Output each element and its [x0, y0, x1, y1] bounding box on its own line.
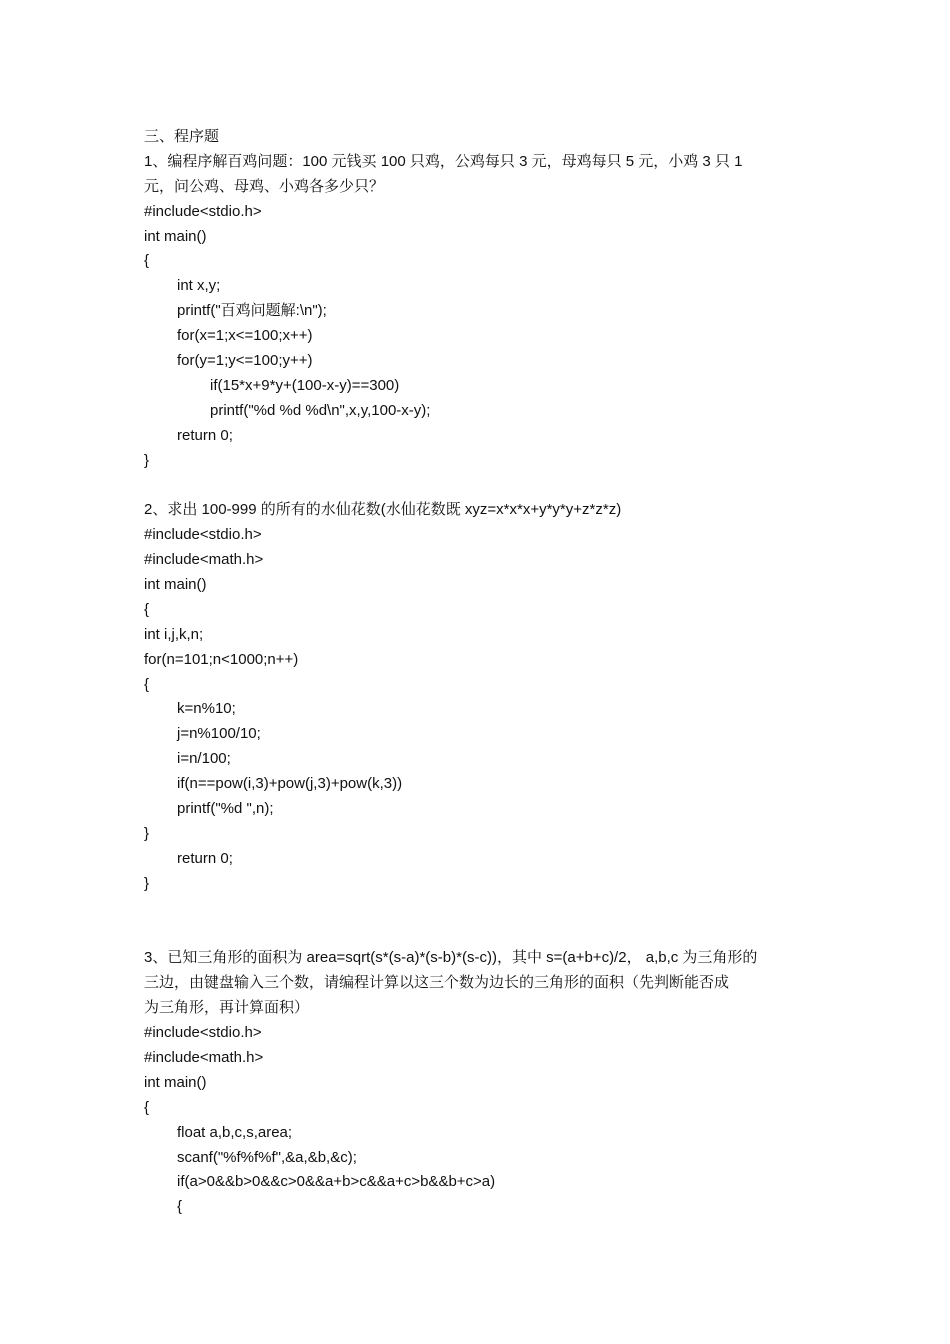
q1-question-line-2: 元，问公鸡、母鸡、小鸡各多少只？: [144, 177, 385, 195]
code-line: int main(): [144, 227, 207, 245]
code-line: {: [144, 252, 150, 270]
code-line: for(y=1;y<=100;y++): [177, 352, 313, 370]
spacer: [144, 473, 808, 498]
document-content: [144, 125, 808, 1220]
code-line: k=n%10;: [177, 700, 236, 718]
q3-code-block: [144, 1021, 808, 1220]
q3-question-line-1: 3、已知三角形的面积为 area=sqrt(s*(s-a)*(s-b)*(s-c))，其中 s=(a+b+c)/2， a,b,c 为三角形的: [144, 949, 758, 967]
code-line: int x,y;: [177, 277, 221, 295]
code-line: }: [144, 874, 150, 892]
code-line: {: [144, 600, 150, 618]
code-line: if(a>0&&b>0&&c>0&&a+b>c&&a+c>b&&b+c>a): [177, 1173, 496, 1191]
code-line: int main(): [144, 1073, 207, 1091]
code-line: int i,j,k,n;: [144, 625, 204, 643]
spacer: [144, 922, 808, 947]
code-line: return 0;: [177, 849, 233, 867]
q1-question-line-1: 1、编程序解百鸡问题：100 元钱买 100 只鸡，公鸡每只 3 元，母鸡每只 5 元，小鸡 3 只 1: [144, 152, 743, 170]
code-line: {: [177, 1198, 183, 1216]
code-line: printf("百鸡问题解:\n");: [177, 302, 327, 320]
code-line: scanf("%f%f%f",&a,&b,&c);: [177, 1148, 357, 1166]
code-line: i=n/100;: [177, 750, 231, 768]
q3-question-line-3: 为三角形，再计算面积）: [144, 999, 310, 1017]
code-line: for(x=1;x<=100;x++): [177, 327, 313, 345]
code-line: #include<math.h>: [144, 1048, 264, 1066]
section-heading: 三、程序题: [144, 128, 220, 145]
code-line: #include<stdio.h>: [144, 202, 262, 220]
code-line: }: [144, 451, 150, 469]
code-line: printf("%d %d %d\n",x,y,100-x-y);: [210, 401, 431, 419]
code-line: }: [144, 824, 150, 842]
code-line: for(n=101;n<1000;n++): [144, 650, 299, 668]
code-line: int main(): [144, 576, 207, 594]
q1-code-block: [144, 200, 808, 474]
code-line: if(n==pow(i,3)+pow(j,3)+pow(k,3)): [177, 775, 403, 793]
code-line: return 0;: [177, 426, 233, 444]
q3-question-line-2: 三边，由键盘输入三个数，请编程计算以这三个数为边长的三角形的面积（先判断能否成: [144, 974, 730, 992]
code-line: float a,b,c,s,area;: [177, 1123, 293, 1141]
spacer: [144, 897, 808, 922]
code-line: if(15*x+9*y+(100-x-y)==300): [210, 376, 400, 394]
code-line: {: [144, 1098, 150, 1116]
q2-code-block: [144, 523, 808, 896]
code-line: printf("%d ",n);: [177, 800, 274, 818]
q2-question: 2、求出 100-999 的所有的水仙花数(水仙花数既 xyz=x*x*x+y*y*y+z*z*z): [144, 501, 622, 519]
code-line: {: [144, 675, 150, 693]
code-line: #include<stdio.h>: [144, 526, 262, 544]
code-line: #include<math.h>: [144, 551, 264, 569]
code-line: #include<stdio.h>: [144, 1024, 262, 1042]
code-line: j=n%100/10;: [177, 725, 261, 743]
